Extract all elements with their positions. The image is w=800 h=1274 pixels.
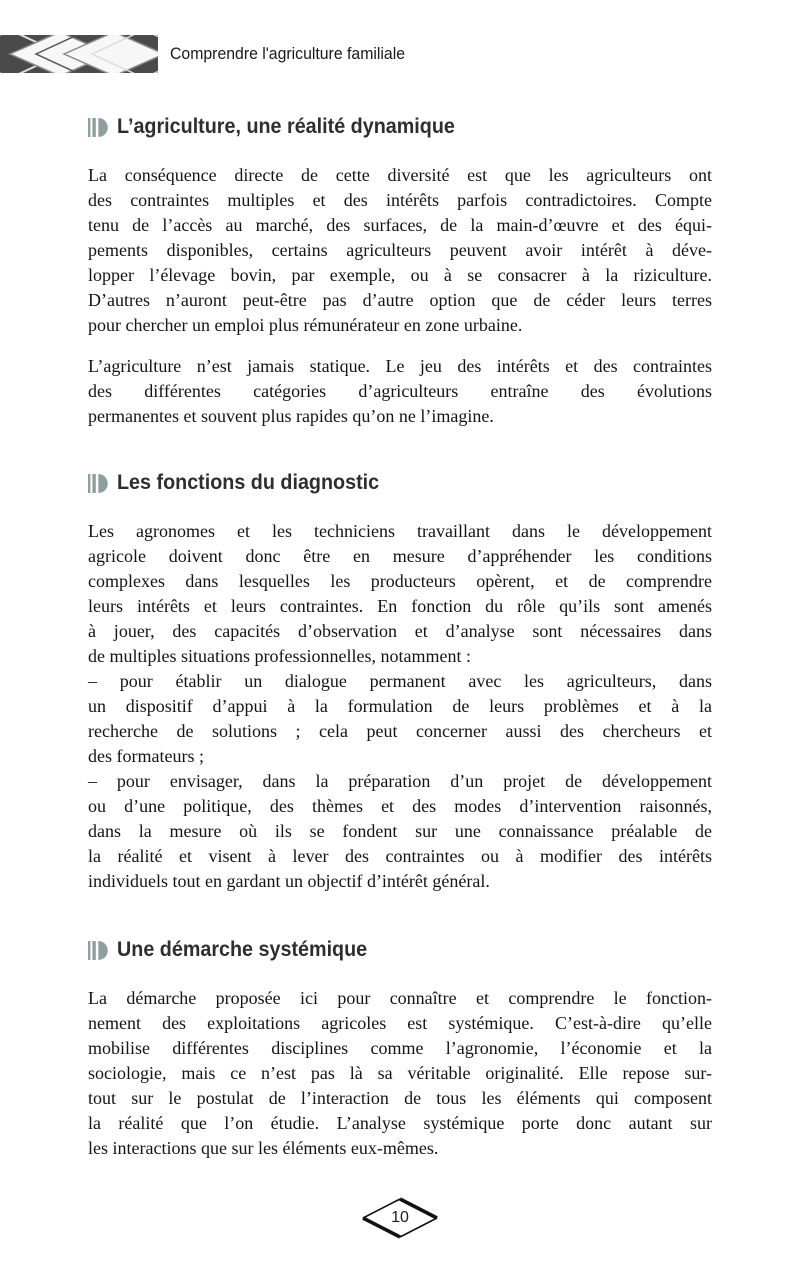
list-item bbox=[88, 769, 712, 894]
text-line: dans la mesure où ils se fondent sur une connaissance préalable de bbox=[88, 821, 712, 841]
section-blocks bbox=[88, 163, 712, 429]
text-line: – pour établir un dialogue permanent avec les agriculteurs, dans bbox=[88, 671, 712, 691]
list-item bbox=[88, 669, 712, 769]
text-line: permanentes et souvent plus rapides qu’on ne l’imagine. bbox=[88, 406, 494, 426]
section bbox=[88, 113, 712, 429]
text-line: individuels tout en gardant un objectif d’intérêt général. bbox=[88, 871, 490, 891]
section-heading bbox=[88, 469, 712, 497]
text-line: pements disponibles, certains agriculteurs peuvent avoir intérêt à déve- bbox=[88, 240, 712, 260]
page-footer bbox=[0, 1197, 800, 1239]
text-line: des contraintes multiples et des intérêts parfois contradictoires. Compte bbox=[88, 190, 712, 210]
text-line: leurs intérêts et leurs contraintes. En fonction du rôle qu’ils sont amenés bbox=[88, 596, 712, 616]
section-heading bbox=[88, 113, 712, 141]
page-content bbox=[88, 73, 712, 1161]
text-line: Les agronomes et les techniciens travaillant dans le développement bbox=[88, 521, 712, 541]
running-head-title: Comprendre l'agriculture familiale bbox=[170, 44, 405, 63]
text-line: La démarche proposée ici pour connaître et comprendre le fonction- bbox=[88, 988, 712, 1008]
page-number-diamond-icon bbox=[361, 1197, 439, 1239]
text-line: à jouer, des capacités d’observation et d’analyse sont nécessaires dans bbox=[88, 621, 712, 641]
section-marker-icon bbox=[88, 118, 108, 137]
text-line: L’agriculture n’est jamais statique. Le jeu des intérêts et des contraintes bbox=[88, 356, 712, 376]
text-line: La conséquence directe de cette diversité est que les agriculteurs ont bbox=[88, 165, 712, 185]
text-line: mobilise différentes disciplines comme l’agronomie, l’économie et la bbox=[88, 1038, 712, 1058]
text-line: la réalité et visent à lever des contraintes ou à modifier des intérêts bbox=[88, 846, 712, 866]
text-line: ou d’une politique, des thèmes et des modes d’intervention raisonnés, bbox=[88, 796, 712, 816]
text-line: des formateurs ; bbox=[88, 746, 204, 766]
text-line: tenu de l’accès au marché, des surfaces, de la main-d’œuvre et des équi- bbox=[88, 215, 712, 235]
section bbox=[88, 936, 712, 1161]
section-title: Les fonctions du diagnostic bbox=[117, 471, 380, 494]
paragraph bbox=[88, 354, 712, 429]
section-marker-icon bbox=[88, 474, 108, 493]
text-line: lopper l’élevage bovin, par exemple, ou à se consacrer à la riziculture. bbox=[88, 265, 712, 285]
diamond-band-icon bbox=[0, 35, 158, 73]
section-blocks bbox=[88, 519, 712, 894]
text-line: sociologie, mais ce n’est pas là sa véritable originalité. Elle repose sur- bbox=[88, 1063, 712, 1083]
text-line: nement des exploitations agricoles est systémique. C’est-à-dire qu’elle bbox=[88, 1013, 712, 1033]
text-line: de multiples situations professionnelles, notamment : bbox=[88, 646, 471, 666]
text-line: – pour envisager, dans la préparation d’un projet de développement bbox=[88, 771, 712, 791]
section bbox=[88, 469, 712, 894]
paragraph bbox=[88, 163, 712, 338]
text-line: tout sur le postulat de l’interaction de tous les éléments qui composent bbox=[88, 1088, 712, 1108]
section-title: L’agriculture, une réalité dynamique bbox=[117, 115, 455, 138]
text-line: complexes dans lesquelles les producteurs opèrent, et de comprendre bbox=[88, 571, 712, 591]
text-line: les interactions que sur les éléments eux-mêmes. bbox=[88, 1138, 439, 1158]
section-blocks bbox=[88, 986, 712, 1161]
page-header bbox=[0, 35, 423, 73]
text-line: pour chercher un emploi plus rémunérateur en zone urbaine. bbox=[88, 315, 523, 335]
section-title: Une démarche systémique bbox=[117, 938, 368, 961]
text-line: un dispositif d’appui à la formulation de leurs problèmes et à la bbox=[88, 696, 712, 716]
paragraph bbox=[88, 519, 712, 669]
section-marker-icon bbox=[88, 941, 108, 960]
text-line: la réalité que l’on étudie. L’analyse systémique porte donc autant sur bbox=[88, 1113, 712, 1133]
section-heading bbox=[88, 936, 712, 964]
text-line: D’autres n’auront peut-être pas d’autre option que de céder leurs terres bbox=[88, 290, 712, 310]
text-line: recherche de solutions ; cela peut concerner aussi des chercheurs et bbox=[88, 721, 712, 741]
page-number: 10 bbox=[391, 1209, 409, 1226]
paragraph bbox=[88, 986, 712, 1161]
text-line: agricole doivent donc être en mesure d’appréhender les conditions bbox=[88, 546, 712, 566]
text-line: des différentes catégories d’agriculteurs entraîne des évolutions bbox=[88, 381, 712, 401]
